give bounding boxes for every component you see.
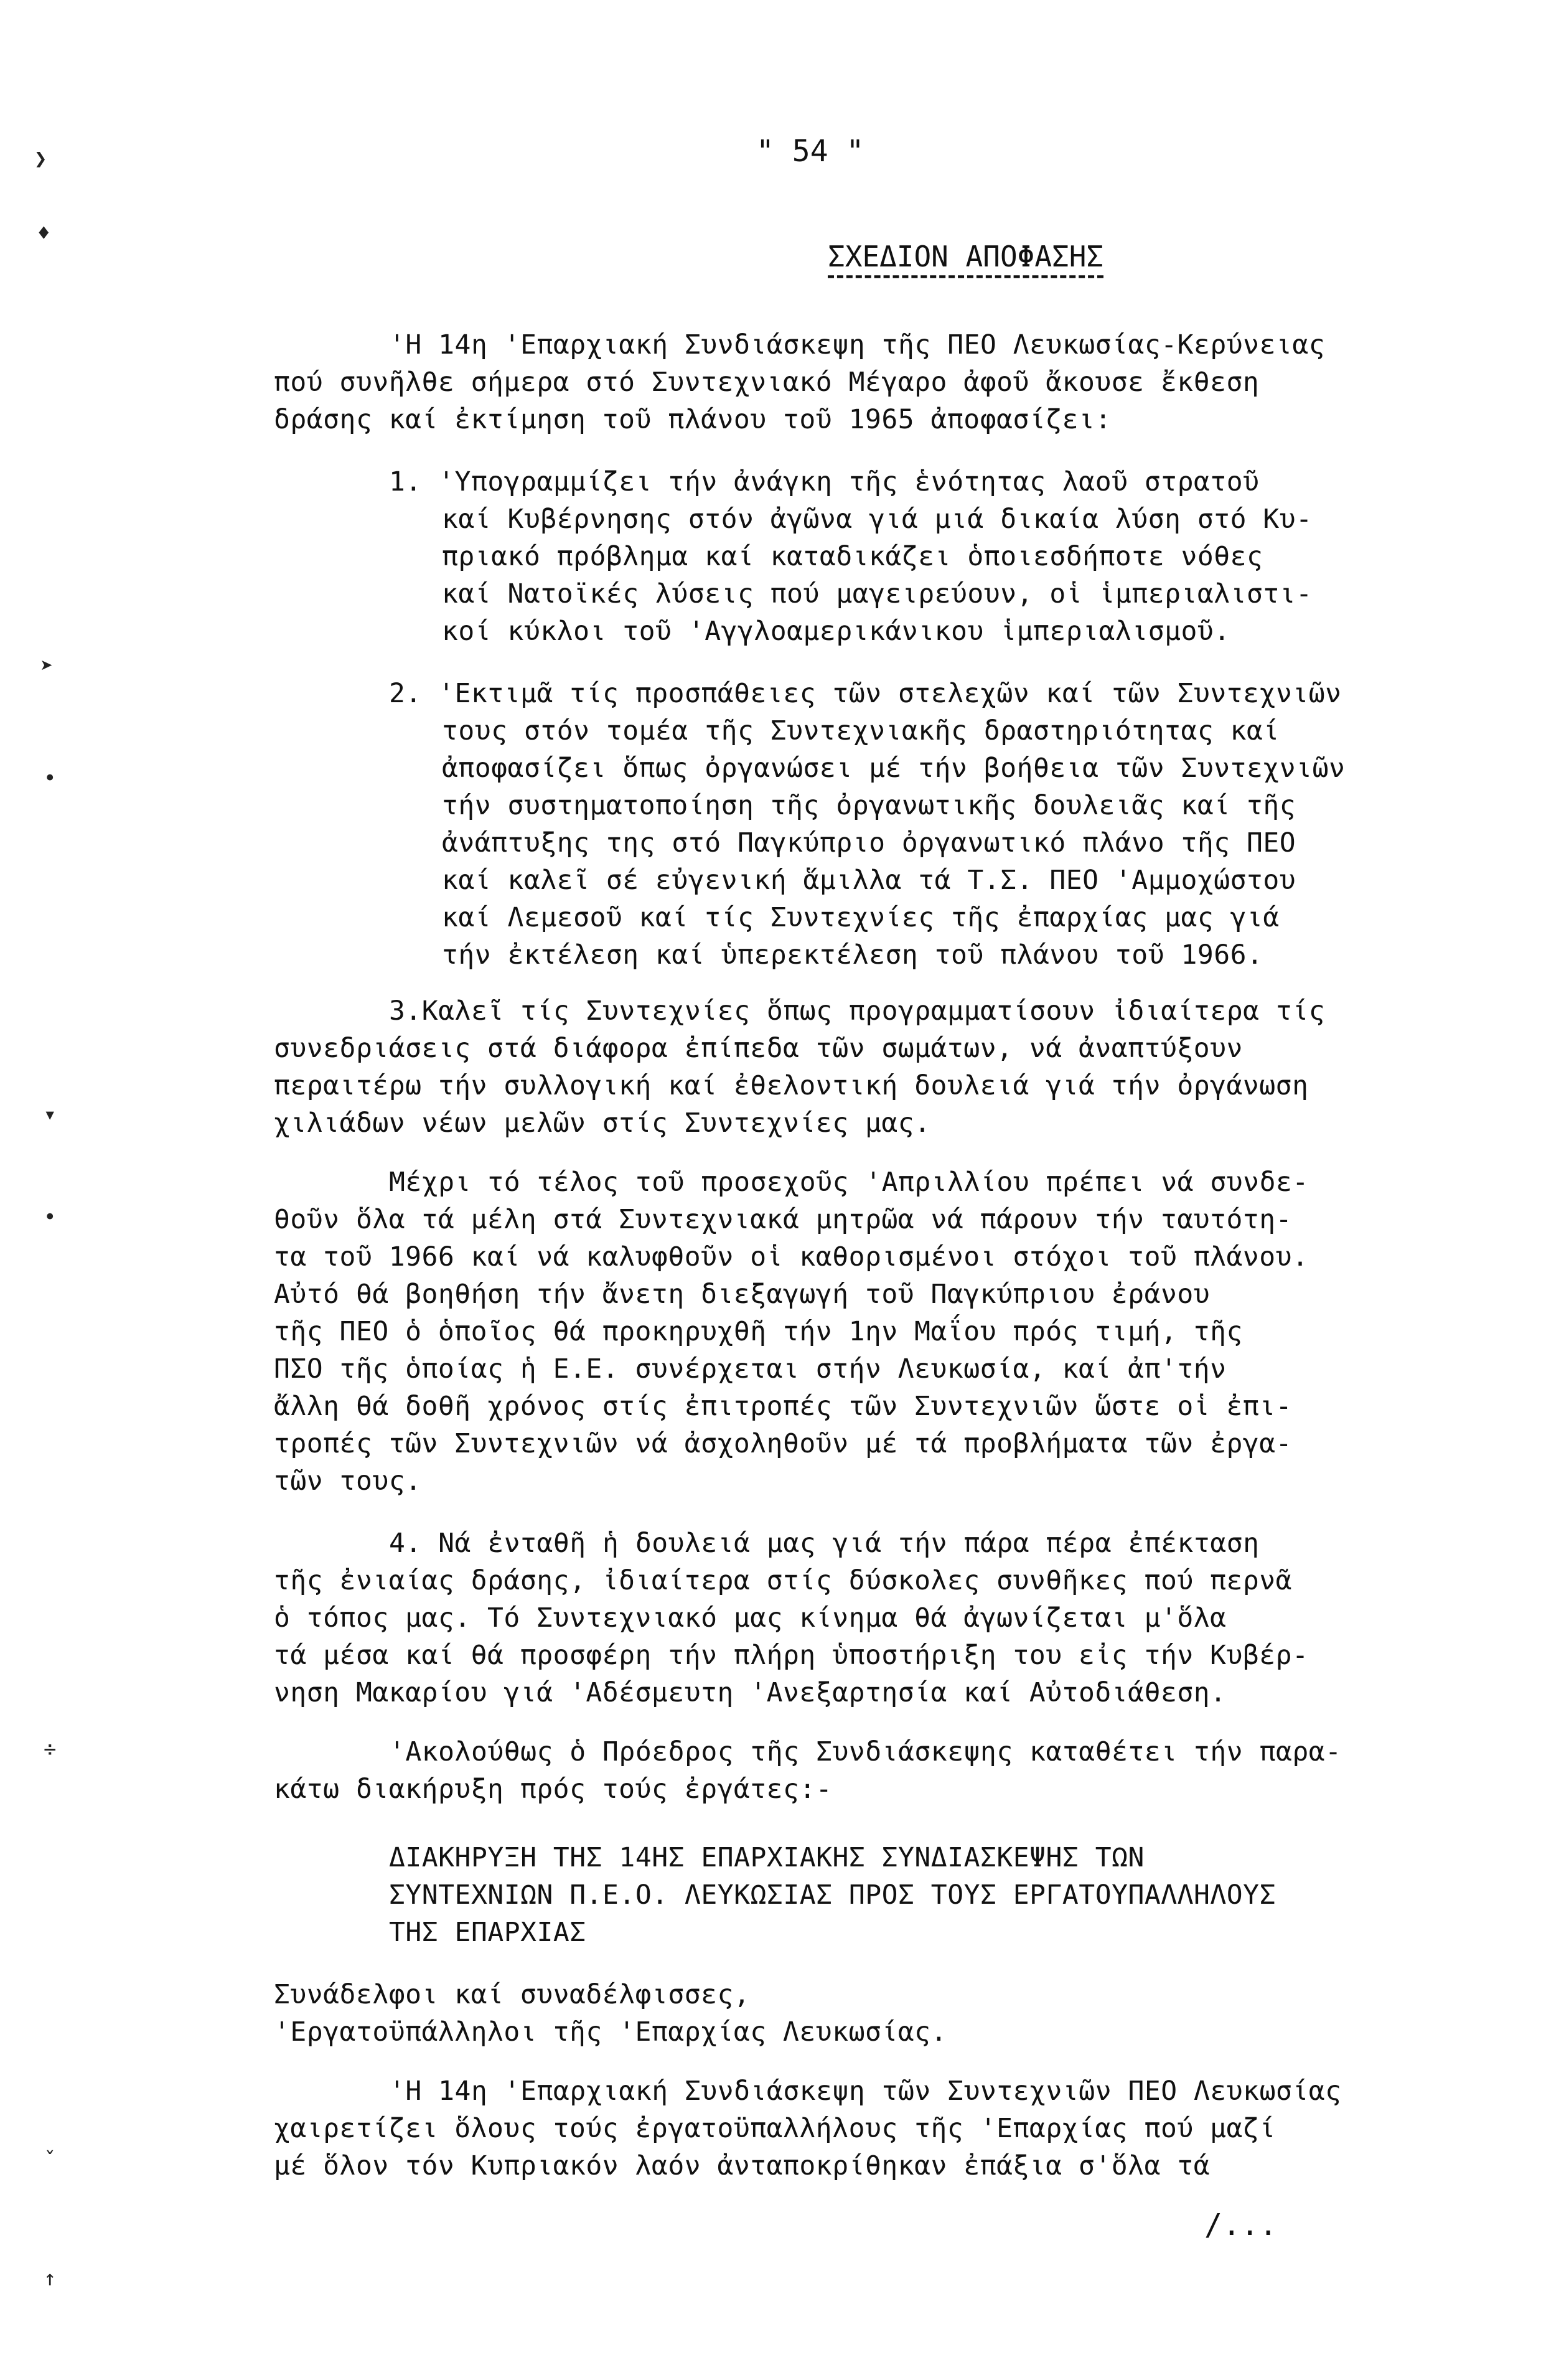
- item4-line: 4. Νά ἐνταθῆ ἡ δουλειά μας γιά τήν πάρα πέρα ἐπέκταση: [389, 1528, 1260, 1559]
- para-line: τροπές τῶν Συντεχνιῶν νά ἀσχοληθοῦν μέ τά προβλήματα τῶν ἐργα-: [274, 1428, 1293, 1459]
- salutation-line: 'Εργατοϋπάλληλοι τῆς 'Επαρχίας Λευκωσίας.: [274, 2016, 947, 2048]
- item1-line: πριακό πρόβλημα καί καταδικάζει ὁποιεσδήποτε νόθες: [442, 541, 1263, 572]
- para-line: ἄλλη θά δοθῆ χρόνος στίς ἐπιτροπές τῶν Συντεχνιῶν ὥστε οἱ ἐπι-: [274, 1391, 1293, 1422]
- margin-mark: •: [44, 1205, 57, 1230]
- item4-line: τῆς ἐνιαίας δράσης, ἰδιαίτερα στίς δύσκολες συνθῆκες πού περνᾶ: [274, 1565, 1293, 1596]
- intro-line: πού συνῆλθε σήμερα στό Συντεχνιακό Μέγαρο ἀφοῦ ἄκουσε ἔκθεση: [274, 367, 1260, 398]
- page-number: " 54 ": [756, 134, 864, 169]
- item1-line: καί Κυβέρνησης στόν ἀγῶνα γιά μιά δικαία λύση στό Κυ-: [442, 504, 1313, 535]
- item4-line: νηση Μακαρίου γιά 'Αδέσμευτη 'Ανεξαρτησία καί Αὐτοδιάθεση.: [274, 1677, 1227, 1708]
- margin-mark: ↑: [44, 2266, 57, 2291]
- para-line: Μέχρι τό τέλος τοῦ προσεχοῦς 'Απριλλίου πρέπει νά συνδε-: [389, 1167, 1309, 1198]
- declaration-line: ΔΙΑΚΗΡΥΞΗ ΤΗΣ 14ΗΣ ΕΠΑΡΧΙΑΚΗΣ ΣΥΝΔΙΑΣΚΕΨΗΣ ΤΩΝ: [389, 1842, 1145, 1873]
- item2-line: τήν ἐκτέλεση καί ὑπερεκτέλεση τοῦ πλάνου τοῦ 1966.: [442, 939, 1263, 971]
- document-title: ΣΧΕΔΙΟΝ ΑΠΟΦΑΣΗΣ: [828, 240, 1104, 273]
- margin-mark: ❯: [34, 146, 47, 171]
- closing-line: χαιρετίζει ὅλους τούς ἐργατοϋπαλλήλους τῆς 'Επαρχίας πού μαζί: [274, 2113, 1276, 2144]
- margin-mark: ♦: [37, 221, 50, 246]
- para-line: τα τοῦ 1966 καί νά καλυφθοῦν οἱ καθορισμένοι στόχοι τοῦ πλάνου.: [274, 1241, 1309, 1272]
- item3-line: συνεδριάσεις στά διάφορα ἐπίπεδα τῶν σωμάτων, νά ἀναπτύξουν: [274, 1033, 1243, 1064]
- intro-line: 'Η 14η 'Επαρχιακή Συνδιάσκεψη τῆς ΠΕΟ Λευκωσίας-Κερύνειας: [389, 329, 1326, 360]
- para-line: Αὐτό θά βοηθήση τήν ἄνετη διεξαγωγή τοῦ Παγκύπριου ἐράνου: [274, 1279, 1211, 1310]
- intro-line: δράσης καί ἐκτίμηση τοῦ πλάνου τοῦ 1965 ἀποφασίζει:: [274, 404, 1112, 435]
- margin-mark: •: [44, 766, 57, 791]
- item2-line: ἀνάπτυξης της στό Παγκύπριο ὀργανωτικό πλάνο τῆς ΠΕΟ: [442, 827, 1296, 858]
- margin-mark: ▾: [44, 1102, 57, 1127]
- para-line: τῶν τους.: [274, 1465, 422, 1497]
- item2-line: τήν συστηματοποίηση τῆς ὀργανωτικῆς δουλειᾶς καί τῆς: [442, 790, 1296, 821]
- item1-line: κοί κύκλοι τοῦ 'Αγγλοαμερικάνικου ἱμπεριαλισμοῦ.: [442, 616, 1230, 647]
- item3-line: 3.Καλεῖ τίς Συντεχνίες ὅπως προγραμματίσουν ἰδιαίτερα τίς: [389, 995, 1326, 1027]
- item4-line: ὁ τόπος μας. Τό Συντεχνιακό μας κίνημα θά ἀγωνίζεται μ'ὅλα: [274, 1602, 1227, 1634]
- item2-line: ἀποφασίζει ὅπως ὀργανώσει μέ τήν βοήθεια τῶν Συντεχνιῶν: [442, 753, 1346, 784]
- closing-line: μέ ὅλον τόν Κυπριακόν λαόν ἀνταποκρίθηκαν ἐπάξια σ'ὅλα τά: [274, 2150, 1211, 2181]
- item2-line: καί καλεῖ σέ εὐγενική ἅμιλλα τά Τ.Σ. ΠΕΟ 'Αμμοχώστου: [442, 865, 1296, 896]
- para-line: ΠΣΟ τῆς ὁποίας ἡ Ε.Ε. συνέρχεται στήν Λευκωσία, καί ἀπ'τήν: [274, 1353, 1227, 1385]
- margin-mark: ˇ: [44, 2148, 57, 2173]
- margin-mark: ➤: [40, 654, 54, 679]
- continuation-mark: /...: [1204, 2208, 1278, 2242]
- item1-line: 1. 'Υπογραμμίζει τήν ἀνάγκη τῆς ἑνότητας λαοῦ στρατοῦ: [389, 466, 1260, 497]
- item2-line: καί Λεμεσοῦ καί τίς Συντεχνίες τῆς ἐπαρχίας μας γιά: [442, 902, 1280, 933]
- declaration-line: ΤΗΣ ΕΠΑΡΧΙΑΣ: [389, 1917, 586, 1948]
- item2-line: 2. 'Εκτιμᾶ τίς προσπάθειες τῶν στελεχῶν καί τῶν Συντεχνιῶν: [389, 678, 1342, 709]
- item2-line: τους στόν τομέα τῆς Συντεχνιακῆς δραστηριότητας καί: [442, 715, 1280, 746]
- declaration-line: ΣΥΝΤΕΧΝΙΩΝ Π.Ε.Ο. ΛΕΥΚΩΣΙΑΣ ΠΡΟΣ ΤΟΥΣ ΕΡΓΑΤΟΥΠΑΛΛΗΛΟΥΣ: [389, 1879, 1276, 1911]
- item3-line: χιλιάδων νέων μελῶν στίς Συντεχνίες μας.: [274, 1108, 931, 1139]
- para-line: θοῦν ὅλα τά μέλη στά Συντεχνιακά μητρῶα νά πάρουν τήν ταυτότη-: [274, 1204, 1293, 1235]
- salutation-line: Συνάδελφοι καί συναδέλφισσες,: [274, 1979, 751, 2010]
- item3-line: περαιτέρω τήν συλλογική καί ἐθελοντική δουλειά γιά τήν ὀργάνωση: [274, 1070, 1309, 1101]
- item4-line: τά μέσα καί θά προσφέρη τήν πλήρη ὑποστήριξη του εἰς τήν Κυβέρ-: [274, 1640, 1309, 1671]
- para-line: τῆς ΠΕΟ ὁ ὁποῖος θά προκηρυχθῆ τήν 1ην Μαΐου πρός τιμή, τῆς: [274, 1316, 1243, 1347]
- para-line: 'Ακολούθως ὁ Πρόεδρος τῆς Συνδιάσκεψης καταθέτει τήν παρα-: [389, 1736, 1342, 1767]
- para-line: κάτω διακήρυξη πρός τούς ἐργάτες:-: [274, 1774, 833, 1805]
- closing-line: 'Η 14η 'Επαρχιακή Συνδιάσκεψη τῶν Συντεχνιῶν ΠΕΟ Λευκωσίας: [389, 2076, 1342, 2107]
- margin-mark: ÷: [44, 1737, 57, 1762]
- item1-line: καί Νατοϊκές λύσεις πού μαγειρεύουν, οἱ ἱμπεριαλιστι-: [442, 578, 1313, 609]
